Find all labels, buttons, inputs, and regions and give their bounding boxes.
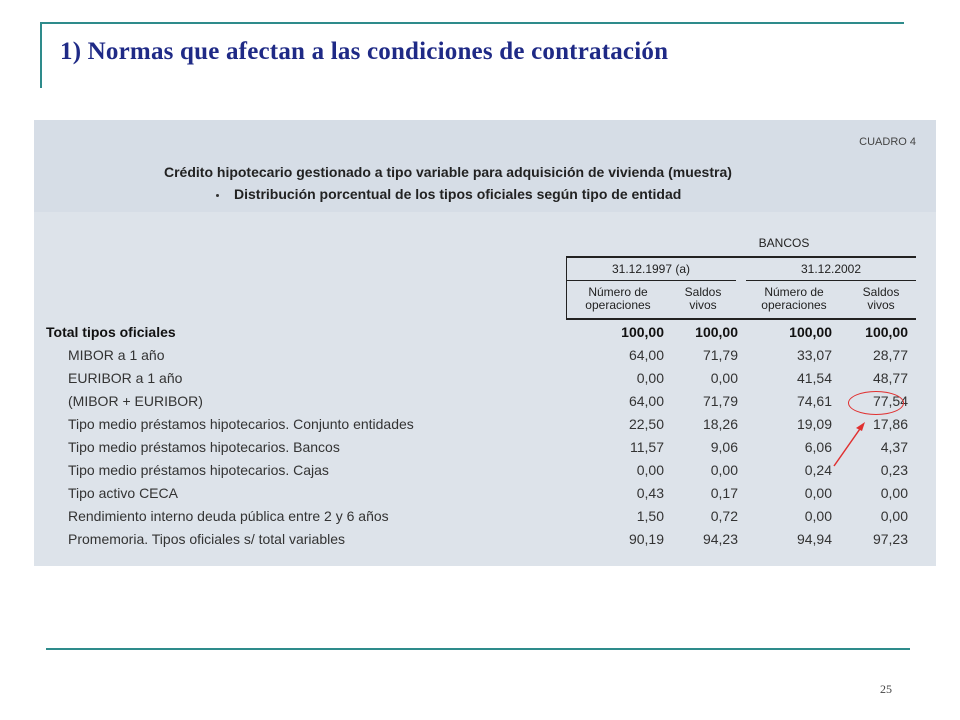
table-row: [46, 324, 926, 346]
table-row: [46, 485, 926, 507]
table-subtitle: Distribución porcentual de los tipos oficiales según tipo de entidad: [234, 186, 682, 202]
rule-under-group: [566, 256, 916, 258]
cell: 0,00: [710, 462, 738, 478]
table-row: [46, 439, 926, 461]
row-label: Tipo medio préstamos hipotecarios. Conjunto entidades: [68, 416, 414, 432]
page-number: 25: [880, 682, 892, 696]
table-row: [46, 370, 926, 392]
cell: 71,79: [702, 393, 738, 409]
cell: 0,00: [804, 485, 832, 501]
row-label: Tipo medio préstamos hipotecarios. Bancos: [68, 439, 340, 455]
cell: 41,54: [796, 370, 832, 386]
cell: 22,50: [628, 416, 664, 432]
annotation-arrow-icon: [832, 420, 872, 470]
cell: 19,09: [796, 416, 832, 432]
cell: 90,19: [628, 531, 664, 547]
cell: 0,43: [636, 485, 664, 501]
cell: 6,06: [804, 439, 832, 455]
rule-under-headers: [566, 318, 916, 320]
cell: 0,00: [804, 508, 832, 524]
cell: 0,17: [710, 485, 738, 501]
column-divider: [566, 256, 567, 320]
top-accent-line: [40, 22, 904, 24]
cell: 100,00: [621, 324, 664, 340]
cell: 0,00: [880, 485, 908, 501]
row-label: Tipo activo CECA: [68, 485, 178, 501]
left-accent-line: [40, 22, 42, 88]
date-2002: 31.12.2002: [800, 262, 862, 276]
cell: 0,00: [636, 370, 664, 386]
rule-under-date-2002: [746, 280, 916, 281]
row-label: Total tipos oficiales: [46, 324, 176, 340]
slide-title: 1) Normas que afectan a las condiciones de contratación: [60, 38, 669, 65]
cell: 0,23: [880, 462, 908, 478]
box-label: CUADRO 4: [859, 136, 916, 148]
col-header-ops-1997: Número de operaciones: [585, 285, 651, 312]
cell: 18,26: [702, 416, 738, 432]
cell: 11,57: [630, 439, 664, 455]
cell: 33,07: [796, 347, 832, 363]
row-label: Rendimiento interno deuda pública entre 2 y 6 años: [68, 508, 389, 524]
cell: 97,23: [872, 531, 908, 547]
annotation-circle: [848, 391, 904, 415]
bullet-icon: [216, 194, 219, 197]
table-row: [46, 462, 926, 484]
cell: 71,79: [702, 347, 738, 363]
row-label: Tipo medio préstamos hipotecarios. Cajas: [68, 462, 329, 478]
cell: 0,00: [636, 462, 664, 478]
cell: 4,37: [880, 439, 908, 455]
rule-under-date-1997: [566, 280, 736, 281]
cell: 1,50: [636, 508, 664, 524]
cell: 48,77: [872, 370, 908, 386]
cell: 0,24: [804, 462, 832, 478]
cell: 64,00: [628, 347, 664, 363]
cell: 94,23: [702, 531, 738, 547]
table-row: [46, 393, 926, 415]
date-1997: 31.12.1997 (a): [611, 262, 691, 276]
cell: 100,00: [789, 324, 832, 340]
table-title: Crédito hipotecario gestionado a tipo variable para adquisición de vivienda (muestra): [164, 164, 732, 180]
group-header-bancos: BANCOS: [758, 236, 810, 250]
table-row: [46, 416, 926, 438]
cell: 28,77: [872, 347, 908, 363]
cell: 0,00: [880, 508, 908, 524]
col-header-saldos-2002: Saldos vivos: [862, 285, 900, 312]
scanned-table-image: [34, 120, 936, 566]
bottom-accent-line: [46, 648, 910, 650]
cell: 0,00: [710, 370, 738, 386]
cell: 9,06: [710, 439, 738, 455]
cell: 77,54: [872, 393, 908, 409]
row-label: EURIBOR a 1 año: [68, 370, 183, 386]
col-header-saldos-1997: Saldos vivos: [684, 285, 722, 312]
cell: 0,72: [710, 508, 738, 524]
cell: 17,86: [872, 416, 908, 432]
table-row: [46, 508, 926, 530]
cell: 100,00: [865, 324, 908, 340]
table-row: [46, 531, 926, 553]
row-label: MIBOR a 1 año: [68, 347, 165, 363]
cell: 94,94: [796, 531, 832, 547]
cell: 64,00: [628, 393, 664, 409]
cell: 100,00: [695, 324, 738, 340]
col-header-ops-2002: Número de operaciones: [761, 285, 827, 312]
row-label: (MIBOR + EURIBOR): [68, 393, 203, 409]
row-label: Promemoria. Tipos oficiales s/ total variables: [68, 531, 345, 547]
table-row: [46, 347, 926, 369]
cell: 74,61: [796, 393, 832, 409]
